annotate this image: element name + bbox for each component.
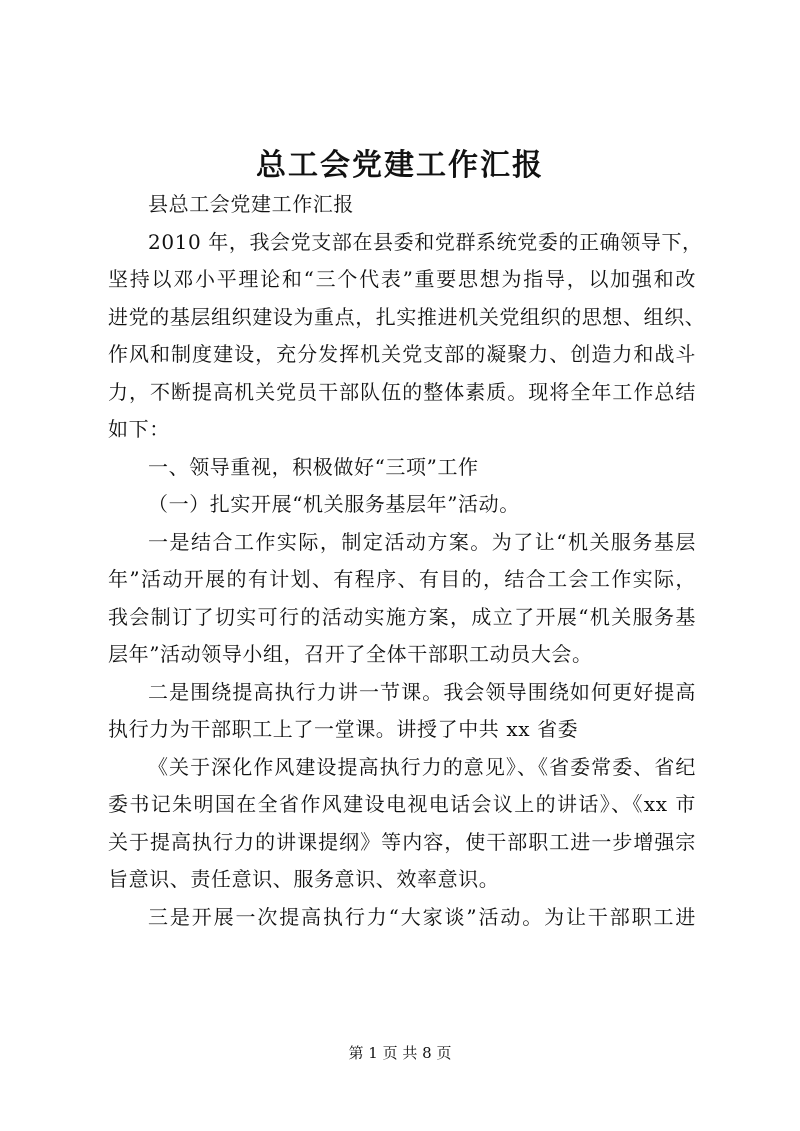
text-line: 一是结合工作实际，制定活动方案。为了让“机关服务基层 bbox=[148, 529, 696, 554]
text-line: 层年”活动领导小组，召开了全体干部职工动员大会。 bbox=[108, 642, 593, 666]
text-line: 进党的基层组织建设为重点，扎实推进机关党组织的思想、组织、 bbox=[108, 304, 706, 329]
text-line: 作风和制度建设，充分发挥机关党支部的凝聚力、创造力和战斗 bbox=[108, 342, 696, 366]
text-line: 《关于深化作风建设提高执行力的意见》、《省委常委、省纪 bbox=[148, 754, 696, 779]
document-body bbox=[108, 186, 706, 936]
text-line: 二是围绕提高执行力讲一节课。我会领导围绕如何更好提高 bbox=[148, 679, 696, 704]
text-line: 执行力为干部职工上了一堂课。讲授了中共 xx 省委 bbox=[108, 717, 579, 741]
subsection-heading: （一）扎实开展“机关服务基层年”活动。 bbox=[148, 492, 520, 516]
text-line: 旨意识、责任意识、服务意识、效率意识。 bbox=[108, 867, 500, 891]
text-line: 如下： bbox=[108, 417, 170, 441]
text-line: 关于提高执行力的讲课提纲》等内容，使干部职工进一步增强宗 bbox=[108, 829, 696, 854]
section-heading: 一、领导重视，积极做好“三项”工作 bbox=[148, 454, 479, 479]
text-line: 委书记朱明国在全省作风建设电视电话会议上的讲话》、《xx 市 bbox=[108, 792, 696, 816]
page-footer: 第 1 页 共 8 页 bbox=[348, 1044, 452, 1062]
text-line: 三是开展一次提高执行力“大家谈”活动。为让干部职工进 bbox=[148, 904, 696, 929]
text-line: 2010 年，我会党支部在县委和党群系统党委的正确领导下， bbox=[148, 229, 703, 254]
document-title: 总工会党建工作汇报 bbox=[256, 148, 544, 183]
text-line: 坚持以邓小平理论和“三个代表”重要思想为指导，以加强和改 bbox=[108, 267, 696, 291]
text-line: 力，不断提高机关党员干部队伍的整体素质。现将全年工作总结 bbox=[108, 379, 696, 404]
text-line: 年”活动开展的有计划、有程序、有目的，结合工会工作实际， bbox=[108, 567, 696, 591]
text-line: 县总工会党建工作汇报 bbox=[148, 192, 354, 216]
text-line: 我会制订了切实可行的活动实施方案，成立了开展“机关服务基 bbox=[108, 604, 696, 629]
